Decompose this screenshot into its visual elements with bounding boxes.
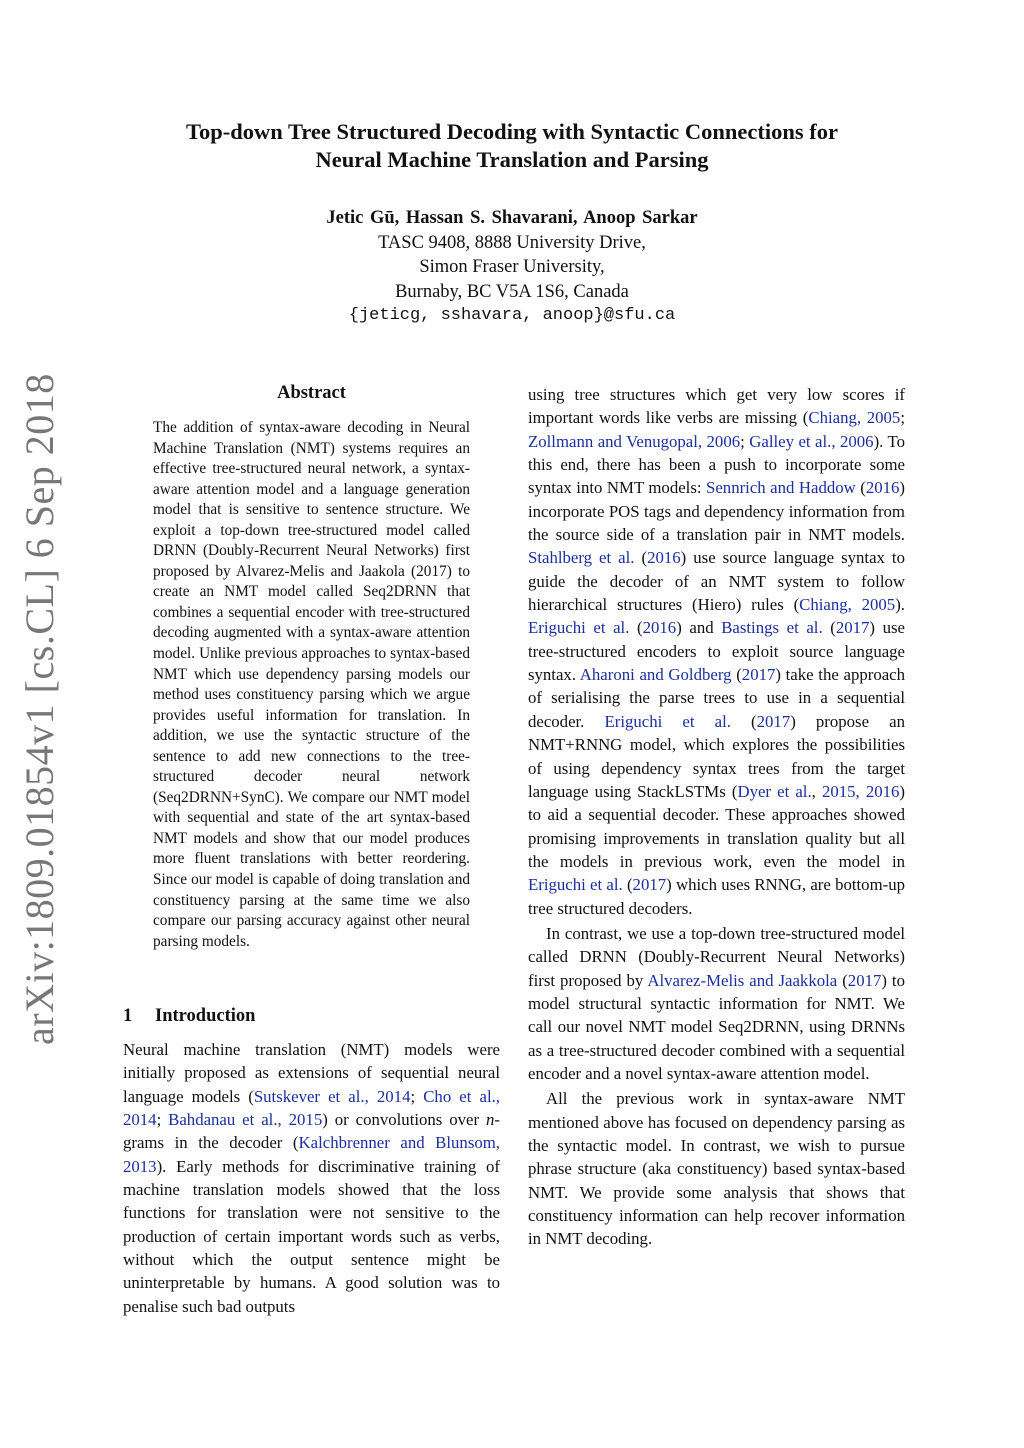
introduction-left-column [123, 1038, 500, 1318]
citation-link[interactable]: 2015, 2016 [821, 781, 900, 801]
citation-link[interactable]: Zollmann and Venugopal, 2006 [528, 431, 741, 451]
intro-paragraph-1: Neural machine translation (NMT) models were initially proposed as extensions of sequential neural language models (Sutskever et al., 2014; Cho et al., 2014; Bahdanau et al., 2015) or convolutions over n-grams in the decoder (Kalchbrenner and Blunsom, 2013). Early methods for discriminative training of machine translation models showed that the loss functions for translation were not sensitive to the production of certain important words such as verbs, without which the output sentence might be uninterpretable by humans. A good solution was to penalise such bad outputs [123, 1040, 501, 1316]
title-line-1: Top-down Tree Structured Decoding with Syntactic Connections for [186, 119, 838, 144]
citation-link[interactable]: 2017 [756, 711, 791, 731]
author-emails: {jeticg, sshavara, anoop}@sfu.ca [348, 305, 676, 325]
intro-paragraph-1-continued: using tree structures which get very low scores if important words like verbs are missing (Chiang, 2005; Zollmann and Venugopal, 2006; Galley et al., 2006). To this end, there has been a push to incorporate some syntax into NMT models: Sennrich and Haddow (2016) incorporate POS tags and dependency information from the source side of a translation pair in NMT models. Stahlberg et al. (2016) use source language syntax to guide the decoder of an NMT system to follow hierarchical structures (Hiero) rules (Chiang, 2005). Eriguchi et al. (2016) and Bastings et al. (2017) use tree-structured encoders to exploit source language syntax. Aharoni and Goldberg (2017) take the approach of serialising the parse trees to use in a sequential decoder. Eriguchi et al. (2017) propose an NMT+RNNG model, which explores the possibilities of using dependency syntax trees from the target language using StackLSTMs (Dyer et al., 2015, 2016) to aid a sequential decoder. These approaches showed promising improvements in translation quality but all the models in previous work, even the model in Eriguchi et al. (2017) which uses RNNG, are bottom-up tree structured decoders. [528, 385, 906, 918]
section-heading-introduction [123, 1006, 255, 1027]
affiliation-line-3: Burnaby, BC V5A 1S6, Canada [395, 281, 629, 302]
citation-link[interactable]: 2017 [741, 665, 776, 685]
citation-link[interactable]: Stahlberg et al. [528, 548, 635, 568]
author-list: Jetic Gū, Hassan S. Shavarani, Anoop Sarkar [326, 208, 698, 228]
title-line-2: Neural Machine Translation and Parsing [315, 147, 709, 172]
citation-link[interactable]: Bastings et al. [721, 618, 823, 638]
citation-link[interactable]: Kalchbrenner and Blunsom, 2013 [123, 1133, 500, 1176]
paper-title [0, 118, 1024, 174]
citation-link[interactable]: Bahdanau et al., 2015 [168, 1110, 323, 1130]
arxiv-identifier-stamp: arXiv:1809.01854v1 [cs.CL] 6 Sep 2018 [17, 373, 62, 1045]
citation-link[interactable]: Galley et al., 2006 [749, 431, 874, 451]
citation-link[interactable]: Cho et al., 2014 [123, 1086, 501, 1130]
citation-link[interactable]: 2016 [647, 548, 681, 568]
citation-link[interactable]: Alvarez-Melis and Jaakkola [647, 970, 838, 990]
introduction-right-column [528, 383, 905, 1251]
citation-link[interactable]: 2017 [835, 618, 870, 638]
citation-link[interactable]: Eriguchi et al. [604, 711, 731, 731]
affiliation-line-2: Simon Fraser University, [419, 257, 605, 278]
citation-link[interactable]: 2017 [847, 970, 882, 990]
math-variable-n: n [486, 1110, 495, 1130]
affiliation-line-1: TASC 9408, 8888 University Drive, [378, 233, 646, 253]
intro-paragraph-3: All the previous work in syntax-aware NMT mentioned above has focused on dependency parsing as the syntactic model. In contrast, we wish to pursue phrase structure (aka constituency) based syntax-based NMT. We provide some analysis that shows that constituency information can help recover information in NMT decoding. [528, 1089, 905, 1249]
citation-link[interactable]: Aharoni and Goldberg [579, 665, 732, 685]
citation-link[interactable]: Sutskever et al., 2014 [253, 1086, 411, 1106]
citation-link[interactable]: Eriguchi et al. [528, 875, 623, 895]
section-title: Introduction [155, 1006, 256, 1026]
citation-link[interactable]: 2017 [632, 875, 667, 895]
citation-link[interactable]: Chiang, 2005 [808, 408, 901, 428]
abstract-heading: Abstract [277, 383, 346, 403]
abstract-text: The addition of syntax-aware decoding in Neural Machine Translation (NMT) systems requires an effective tree-structured neural network, a syntax-aware attention model and a language generation model that is sensitive to sentence structure. We exploit a top-down tree-structured model called DRNN (Doubly-Recurrent Neural Networks) first proposed by Alvarez-Melis and Jaakola (2017) to create an NMT model called Seq2DRNN that combines a sequential encoder with tree-structured decoding augmented with a syntax-aware attention model. Unlike previous approaches to syntax-based NMT which use dependency parsing models our method uses constituency parsing which we argue provides useful information for translation. In addition, we use the syntactic structure of the sentence to add new connections to the tree-structured decoder neural network (Seq2DRNN+SynC). We compare our NMT model with sequential and state of the art syntax-based NMT models and show that our model produces more fluent translations with better reordering. Since our model is capable of doing translation and constituency parsing at the same time we also compare our parsing accuracy against other neural parsing models. [153, 419, 470, 950]
citation-link[interactable]: Chiang, 2005 [799, 595, 896, 615]
citation-link[interactable]: Eriguchi et al. [528, 618, 630, 638]
citation-link[interactable]: Sennrich and Haddow [706, 478, 856, 498]
citation-link[interactable]: 2016 [865, 478, 900, 498]
intro-paragraph-2: In contrast, we use a top-down tree-structured model called DRNN (Doubly-Recurrent Neural Networks) first proposed by Alvarez-Melis and Jaakkola (2017) to model structural syntactic information for NMT. We call our novel NMT model Seq2DRNN, using DRNNs as a tree-structured decoder combined with a sequential encoder and a novel syntax-aware attention model. [528, 923, 905, 1083]
section-number: 1 [123, 1006, 133, 1026]
citation-link[interactable]: Dyer et al. [737, 781, 812, 801]
citation-link[interactable]: 2016 [642, 618, 677, 638]
affiliation-block [0, 231, 1024, 328]
